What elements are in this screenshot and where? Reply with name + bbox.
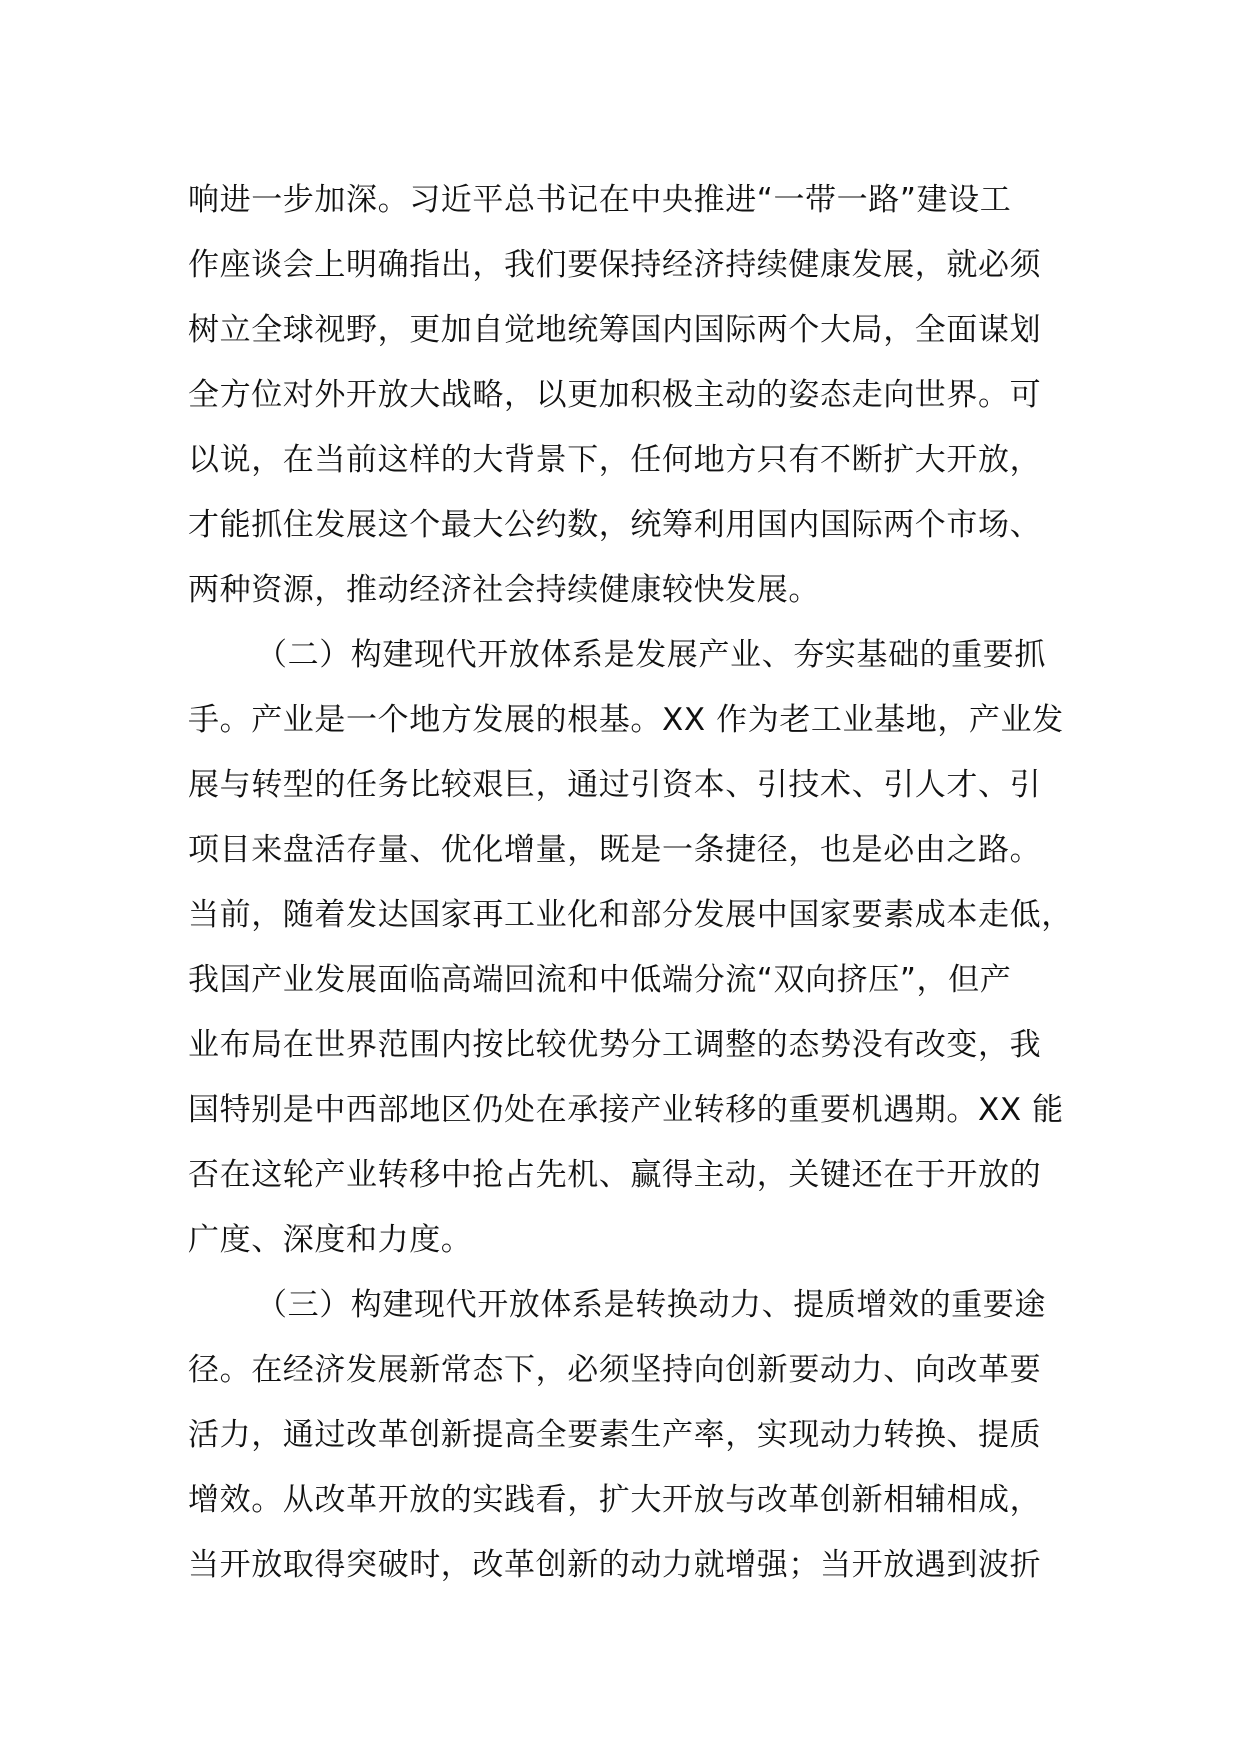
- text-line: 业布局在世界范围内按比较优势分工调整的态势没有改变，我: [188, 1027, 1042, 1063]
- text-line: 增效。从改革开放的实践看，扩大开放与改革创新相辅相成，: [188, 1482, 1042, 1518]
- section-heading-line: （二）构建现代开放体系是发展产业、夯实基础的重要抓: [256, 637, 1046, 673]
- body-text: [188, 168, 1073, 1598]
- text-line: 项目来盘活存量、优化增量，既是一条捷径，也是必由之路。: [188, 832, 1042, 868]
- text-line: 活力，通过改革创新提高全要素生产率，实现动力转换、提质: [188, 1417, 1042, 1453]
- text-line: 两种资源，推动经济社会持续健康较快发展。: [188, 572, 820, 608]
- text-line: 展与转型的任务比较艰巨，通过引资本、引技术、引人才、引: [188, 767, 1042, 803]
- section-heading-line: （三）构建现代开放体系是转换动力、提质增效的重要途: [256, 1287, 1046, 1323]
- text-line: 手。产业是一个地方发展的根基。XX 作为老工业基地，产业发: [188, 702, 1064, 738]
- text-line: 全方位对外开放大战略，以更加积极主动的姿态走向世界。可: [188, 377, 1042, 413]
- text-line: 响进一步加深。习近平总书记在中央推进“一带一路”建设工: [188, 182, 1012, 218]
- text-line: 当前，随着发达国家再工业化和部分发展中国家要素成本走低，: [188, 897, 1073, 933]
- text-line: 国特别是中西部地区仍处在承接产业转移的重要机遇期。XX 能: [188, 1092, 1064, 1128]
- text-line: 径。在经济发展新常态下，必须坚持向创新要动力、向改革要: [188, 1352, 1042, 1388]
- text-line: 树立全球视野，更加自觉地统筹国内国际两个大局，全面谋划: [188, 312, 1042, 348]
- text-line: 才能抓住发展这个最大公约数，统筹利用国内国际两个市场、: [188, 507, 1042, 543]
- text-line: 以说，在当前这样的大背景下，任何地方只有不断扩大开放，: [188, 442, 1042, 478]
- text-line: 我国产业发展面临高端回流和中低端分流“双向挤压”，但产: [188, 962, 1012, 998]
- text-line: 当开放取得突破时，改革创新的动力就增强；当开放遇到波折: [188, 1547, 1042, 1583]
- text-line: 作座谈会上明确指出，我们要保持经济持续健康发展，就必须: [188, 247, 1042, 283]
- text-line: 广度、深度和力度。: [188, 1222, 473, 1258]
- text-line: 否在这轮产业转移中抢占先机、赢得主动，关键还在于开放的: [188, 1157, 1042, 1193]
